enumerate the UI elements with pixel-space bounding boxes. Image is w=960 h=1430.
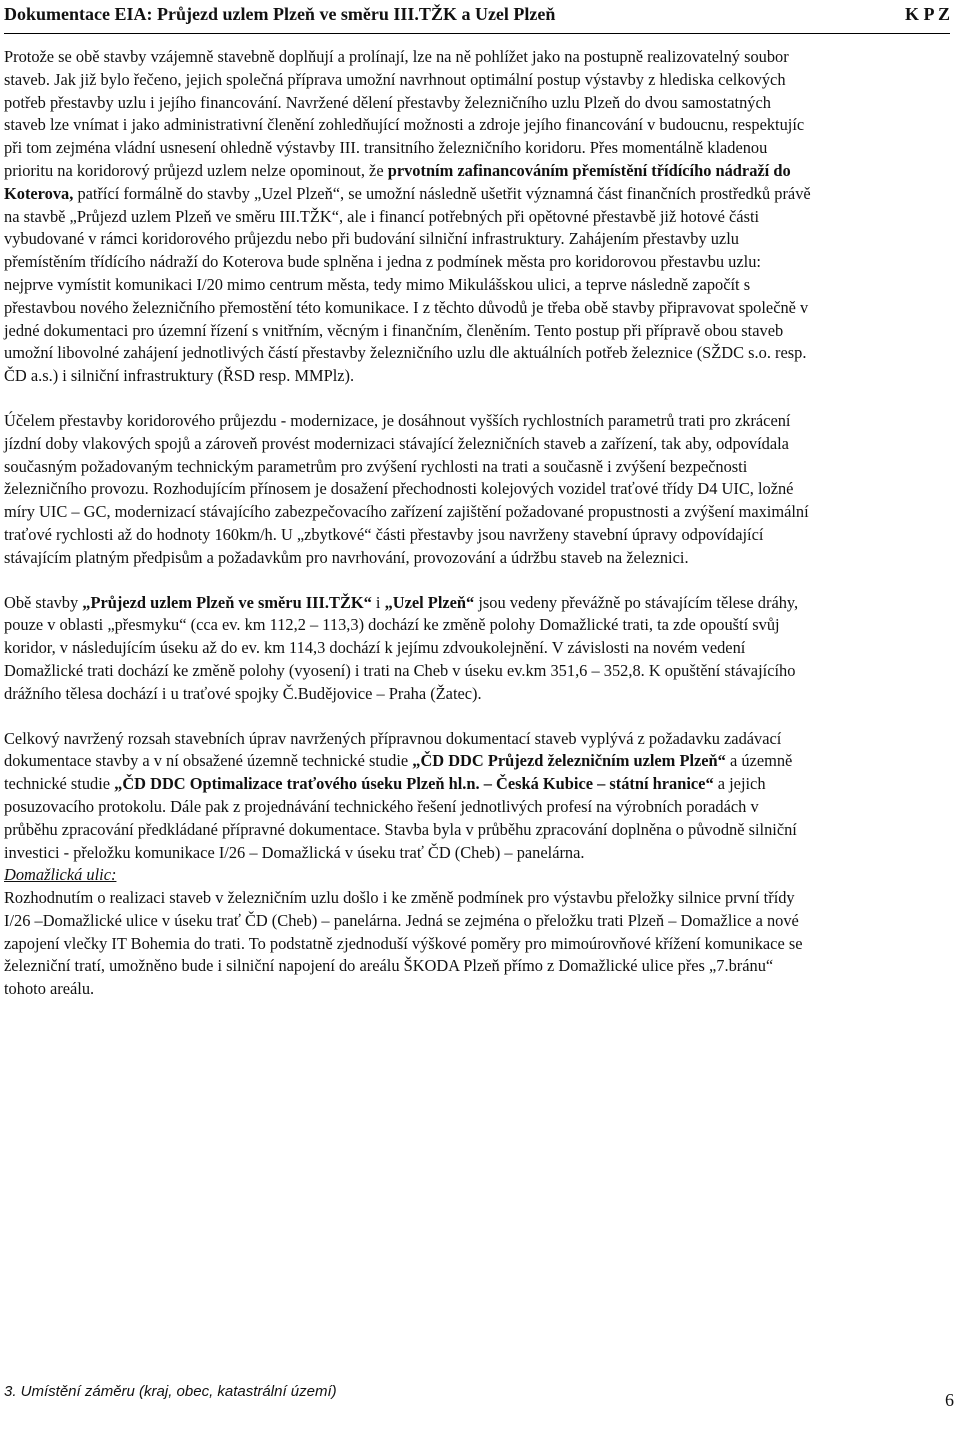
document-title: Dokumentace EIA: Průjezd uzlem Plzeň ve směru III.TŽK a Uzel Plzeň (4, 4, 556, 24)
subsection-heading (4, 864, 814, 887)
paragraph-4-bold-a: „ČD DDC Průjezd železničním uzlem Plzeň“ (412, 751, 726, 771)
paragraph-3-text-a: Obě stavby (4, 592, 83, 612)
paragraph-4-text-b: a územně technické studie (4, 751, 793, 794)
paragraph-4-bold-b: „ČD DDC Optimalizace traťového úseku Plzeň hl.n. – Česká Kubice – státní hranice“ (114, 774, 714, 794)
paragraph-3 (4, 592, 814, 706)
paragraph-3-bold-a: „Průjezd uzlem Plzeň ve směru III.TŽK“ (82, 592, 372, 612)
paragraph-4-text-a: Celkový navržený rozsah stavebních úprav navržených přípravnou dokumentací staveb vyplývá z požadavku zadávací dokumentace stavby a v ní obsažené územně technické studie (4, 728, 782, 771)
paragraph-3-text-c: jsou vedeny převážně po stávajícím tělese dráhy, pouze v oblasti „přesmyku“ (cca ev. km 112,2 – 113,3) dochází ke změně polohy Domažlické trati, ta zde opouští svůj koridor, v následujícím úseku až do ev. km 114,3 dochází k jejímu zdvoukolejnění. V závislosti na novém vedení Domažlické trati dochází ke změně polohy (vyosení) i trati na Cheb v úseku ev.km 351,6 – 352,8. K opuštění stávajícího drážního tělesa dochází i u traťové spojky Č.Budějovice – Praha (Žatec). (4, 592, 799, 703)
paragraph-1-bold: prvotním zafinancováním přemístění třídícího nádraží do Koterova, (4, 160, 791, 203)
paragraph-4 (4, 728, 814, 865)
page-header (4, 0, 950, 34)
paragraph-5: Rozhodnutím o realizaci staveb v železničním uzlu došlo i ke změně podmínek pro výstavbu přeložky silnice první třídy I/26 –Domažlické ulice v úseku trať ČD (Cheb) – panelárna. Jedná se zejména o přeložku trati Plzeň – Domažlice a nové zapojení vlečky IT Bohemia do trati. To podstatně zjednoduší výškové poměry pro mimoúrovňové křížení komunikace se železniční tratí, umožněno bude i silniční napojení do areálu ŠKODA Plzeň přímo z Domažlické ulice přes „7.bránu“ tohoto areálu. (4, 888, 803, 999)
paragraph-2: Účelem přestavby koridorového průjezdu - modernizace, je dosáhnout vyšších rychlostních parametrů trati pro zkrácení jízdní doby vlakových spojů a zároveň provést modernizaci stávající železničních staveb a zařízení, tak aby, odpovídala současným požadovaným technickým parametrům pro zvýšení rychlosti na trati a současně i zvýšení bezpečnosti železničního provozu. Rozhodujícím přínosem je dosažení přechodnosti kolejových vozidel traťové třídy D4 UIC, ložné míry UIC – GC, modernizací stávajícího zabezpečovacího zařízení zajištění požadované propustnosti a zvýšení maximální traťové rychlosti až do hodnoty 160km/h. U „zbytkové“ části přestavby jsou navrženy stavební úpravy odpovídající stávajícím platným předpisům a požadavkům pro navrhování, provozování a údržbu staveb na železnici. (4, 410, 809, 567)
page-number: 6 (945, 1390, 954, 1410)
document-body (4, 46, 814, 1001)
paragraph-1-text-b: patřící formálně do stavby „Uzel Plzeň“, se umožní následně ušetřit významná část finančních prostředků právě na stavbě „Průjezd uzlem Plzeň ve směru III.TŽK“, ale i financí potřebných při opětovné přestavbě již hotové části vybudované v rámci koridorového průjezdu nebo při budování silniční infrastruktury. Zahájením přestavby uzlu přemístěním třídícího nádraží do Koterova bude splněna i jedna z podmínek města pro koridorovou přestavbu uzlu: nejprve vymístit komunikaci I/20 mimo centrum města, tedy mimo Mikulášskou ulici, a teprve následně započít s přestavbou nového železničního přemostění této komunikace. I z těchto důvodů je třeba obě stavby připravovat společně v jedné dokumentaci pro územní řízení s vnitřním, věcným i finančním, členěním. Tento postup při přípravě obou staveb umožní libovolné zahájení jednotlivých částí přestavby železničního uzlu dle aktuálních potřeb železnice (SŽDC s.o. resp. ČD a.s.) i silniční infrastruktury (ŘSD resp. MMPlz). (4, 183, 811, 386)
paragraph-3-bold-b: „Uzel Plzeň“ (384, 592, 475, 612)
paragraph-4-text-c: a jejich posuzovacího protokolu. Dále pak z projednávání technického řešení jednotlivých profesí na výrobních poradách v průběhu zpracování předkládané přípravné dokumentace. Stavba byla v průběhu zpracování doplněna o původně silniční investici - přeložku komunikace I/26 – Domažlická v úseku trať ČD (Cheb) – panelárna. (4, 774, 797, 862)
domazlicka-heading: Domažlická ulic: (4, 865, 117, 885)
paragraph-1-text-a: Protože se obě stavby vzájemně stavebně doplňují a prolínají, lze na ně pohlížet jako na postupně realizovatelný soubor staveb. Jak již bylo řečeno, jejich společná příprava umožní navrhnout optimální postup výstavby z hlediska celkových potřeb přestavby uzlu i jejího financování. Navržené dělení přestavby železničního uzlu Plzeň do dvou samostatných staveb lze vnímat i jako administrativní členění zohledňující možnosti a zdroje jejího financování v budoucnu, respektujíc při tom zejména vládní usnesení ohledně výstavby III. transitního železničního koridoru. Přes momentálně kladenou prioritu na koridorový průjezd uzlem nelze opominout, že (4, 47, 805, 180)
document-code: K P Z (904, 4, 950, 24)
paragraph-3-text-b: i (371, 592, 385, 612)
section-heading: 3. Umístění záměru (kraj, obec, katastrální území) (4, 1383, 337, 1400)
paragraph-1 (4, 46, 814, 388)
